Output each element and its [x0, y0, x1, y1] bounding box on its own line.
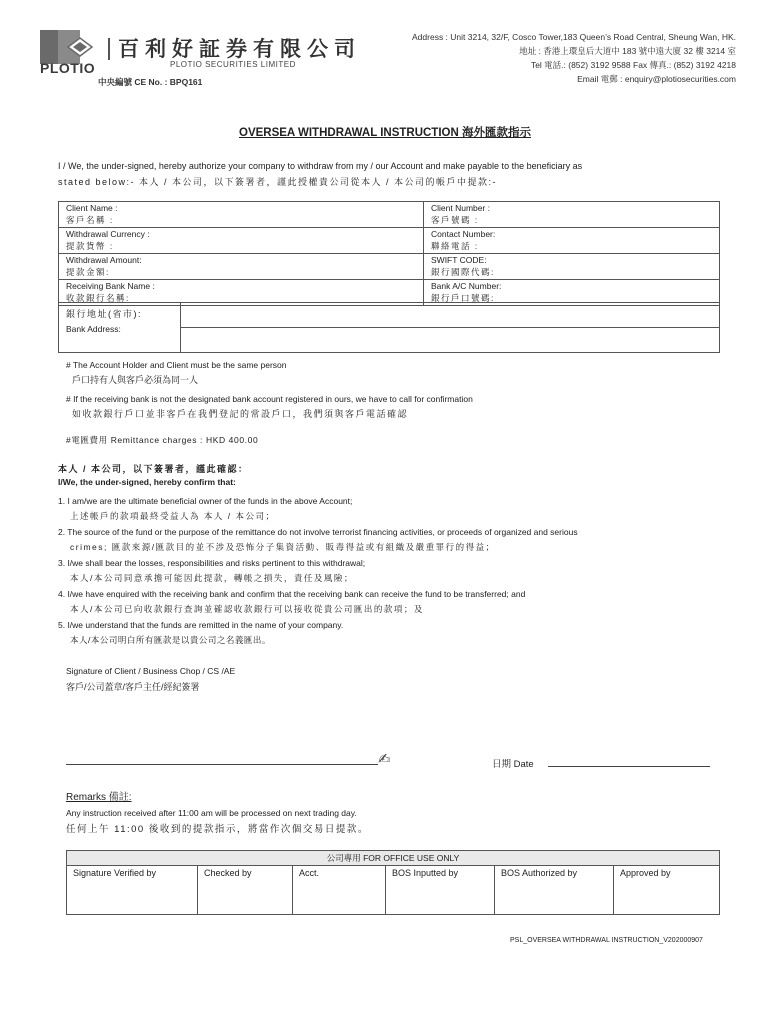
- ce-number: 中央編號 CE No. : BPQ161: [98, 77, 203, 87]
- bank-address-table: [58, 302, 720, 353]
- list-item: [58, 618, 728, 647]
- confirm-item-2-en: 2. The source of the fund or the purpose of the remittance do not involve terrorist financing activities, or proceeds of organized and serious: [58, 527, 578, 537]
- confirm-item-3-en: 3. I/we shall bear the losses, responsibilities and risks pertinent to this withdrawal;: [58, 558, 366, 568]
- withdrawal-amount-cell[interactable]: [59, 254, 424, 280]
- withdrawal-details-table: [58, 201, 720, 306]
- office-col-signature-verified[interactable]: Signature Verified by: [67, 866, 198, 915]
- office-col-checked-by[interactable]: Checked by: [198, 866, 293, 915]
- confirm-item-4-cn: 本人/本公司已向收款銀行查詢並確認收款銀行可以接收從貴公司匯出的款項；及: [70, 603, 424, 614]
- company-address-block: [316, 30, 736, 86]
- bank-address-field-1[interactable]: [181, 303, 720, 328]
- intro-line-1: I / We, the under-signed, hereby authorize your company to withdraw from my / our Account and make payable to the beneficiary as: [58, 161, 583, 171]
- email[interactable]: Email 電郵 : enquiry@plotiosecurities.com: [577, 74, 736, 84]
- remarks-line-en: Any instruction received after 11:00 am will be processed on next trading day.: [66, 808, 357, 818]
- address-cn: 地址 : 香港上環皇后大道中 183 號中遠大廈 32 樓 3214 室: [519, 46, 736, 56]
- bank-address-label: Bank Address:: [66, 323, 121, 334]
- company-name-en: PLOTIO SECURITIES LIMITED: [170, 60, 296, 69]
- office-col-bos-authorized[interactable]: BOS Authorized by: [495, 866, 614, 915]
- note-1-cn: 戶口持有人與客戶必須為同一人: [72, 375, 199, 385]
- office-col-approved-by[interactable]: Approved by: [614, 866, 720, 915]
- contact-number-label: Contact Number:: [431, 229, 496, 239]
- contact-number-cell[interactable]: [424, 228, 720, 254]
- office-use-header: 公司專用 FOR OFFICE USE ONLY: [67, 851, 720, 866]
- client-number-cell[interactable]: [424, 202, 720, 228]
- withdrawal-amount-label-cn: 提款金額:: [66, 266, 110, 277]
- note-2-en: # If the receiving bank is not the designated bank account registered in ours, we have to call for confirmation: [66, 394, 473, 404]
- intro-line-2: stated below:- 本人 / 本公司，以下簽署者，謹此授權貴公司從本人 / 本公司的帳戶中提款:-: [58, 177, 498, 187]
- bank-address-field-2[interactable]: [181, 328, 720, 353]
- bank-ac-number-label-cn: 銀行戶口號碼:: [431, 292, 495, 303]
- confirm-item-5-cn: 本人/本公司明白所有匯款是以貴公司之名義匯出。: [70, 634, 271, 645]
- signature-line[interactable]: [66, 764, 378, 765]
- remarks-text: [66, 808, 726, 835]
- confirm-item-1-en: 1. I am/we are the ultimate beneficial owner of the funds in the above Account;: [58, 496, 353, 506]
- date-line[interactable]: [548, 766, 710, 767]
- form-title: OVERSEA WITHDRAWAL INSTRUCTION 海外匯款指示: [239, 127, 531, 139]
- swift-code-label: SWIFT CODE:: [431, 255, 487, 265]
- bank-ac-number-label: Bank A/C Number:: [431, 281, 502, 291]
- confirmation-list: [58, 494, 728, 649]
- date-label: 日期 Date: [492, 759, 534, 770]
- bank-address-label-cn: 銀行地址(省市):: [66, 309, 142, 319]
- client-name-cell[interactable]: [59, 202, 424, 228]
- plotio-logo-mark-icon: [40, 30, 98, 64]
- signature-label: [66, 666, 726, 693]
- office-use-table: [66, 850, 720, 915]
- client-number-label-cn: 客戶號碼 :: [431, 214, 479, 225]
- confirm-item-2-cn: crimes; 匯款來源/匯款目的並不涉及恐怖分子集資活動、販毒得益或有組織及嚴重罪行的得益；: [70, 541, 496, 552]
- remarks-line-cn: 任何上午 11:00 後收到的提款指示，將當作次個交易日提款。: [66, 824, 369, 835]
- swift-code-cell[interactable]: [424, 254, 720, 280]
- client-number-label: Client Number :: [431, 203, 491, 213]
- confirm-heading-en: I/We, the under-signed, hereby confirm that:: [58, 477, 236, 487]
- contact-number-label-cn: 聯絡電話 :: [431, 240, 479, 251]
- pen-icon: ✍: [378, 751, 391, 768]
- tel-fax: Tel 電話.: (852) 3192 9588 Fax 傳真.: (852) 3192 4218: [530, 60, 736, 70]
- logo-divider: [108, 38, 110, 60]
- confirm-item-4-en: 4. I/we have enquired with the receiving bank and confirm that the receiving bank can receive the fund to be transferred; and: [58, 589, 526, 599]
- note-1-en: # The Account Holder and Client must be the same person: [66, 360, 287, 370]
- withdrawal-amount-label: Withdrawal Amount:: [66, 255, 142, 265]
- footer-form-code: PSL_OVERSEA WITHDRAWAL INSTRUCTION_V202000907: [510, 937, 703, 944]
- office-col-bos-inputted[interactable]: BOS Inputted by: [386, 866, 495, 915]
- receiving-bank-label: Receiving Bank Name :: [66, 281, 155, 291]
- list-item: [58, 556, 728, 585]
- list-item: [58, 587, 728, 616]
- list-item: [58, 525, 728, 554]
- signature-label-en: Signature of Client / Business Chop / CS /AE: [66, 666, 236, 676]
- withdrawal-currency-label: Withdrawal Currency :: [66, 229, 150, 239]
- address-en: Address : Unit 3214, 32/F, Cosco Tower,183 Queen’s Road Central, Sheung Wan, HK.: [412, 32, 736, 42]
- note-account-holder: [66, 360, 726, 386]
- confirm-item-5-en: 5. I/we understand that the funds are remitted in the name of your company.: [58, 620, 344, 630]
- client-name-label: Client Name :: [66, 203, 118, 213]
- bank-address-label-cell: [59, 303, 181, 353]
- swift-code-label-cn: 銀行國際代碼:: [431, 266, 495, 277]
- confirm-item-1-cn: 上述帳戶的款項最終受益人為 本人 / 本公司；: [70, 510, 276, 521]
- office-col-acct[interactable]: Acct.: [293, 866, 386, 915]
- confirm-item-3-cn: 本人/本公司同意承擔可能因此提款，轉帳之損失，責任及風險；: [70, 572, 354, 583]
- withdrawal-currency-cell[interactable]: [59, 228, 424, 254]
- company-name-cn: 百利好証券有限公司: [118, 37, 361, 61]
- remittance-charges: #電匯費用 Remittance charges : HKD 400.00: [66, 435, 259, 445]
- confirm-heading: [58, 462, 718, 487]
- note-receiving-bank: [66, 394, 726, 420]
- note-2-cn: 如收款銀行戶口並非客戶在我們登記的常設戶口，我們須與客戶電話確認: [72, 409, 409, 419]
- signature-label-cn: 客戶/公司蓋章/客戶主任/經紀簽署: [66, 682, 200, 692]
- intro-text: [58, 158, 728, 190]
- list-item: [58, 494, 728, 523]
- withdrawal-currency-label-cn: 提款貨幣 :: [66, 240, 114, 251]
- remarks-title: Remarks 備註:: [66, 792, 132, 803]
- logo-wordmark: PLOTIO: [40, 60, 96, 76]
- client-name-label-cn: 客戶名稱 :: [66, 214, 114, 225]
- confirm-heading-cn: 本人 / 本公司，以下簽署者，謹此確認：: [58, 464, 249, 474]
- receiving-bank-label-cn: 收款銀行名稱:: [66, 292, 130, 303]
